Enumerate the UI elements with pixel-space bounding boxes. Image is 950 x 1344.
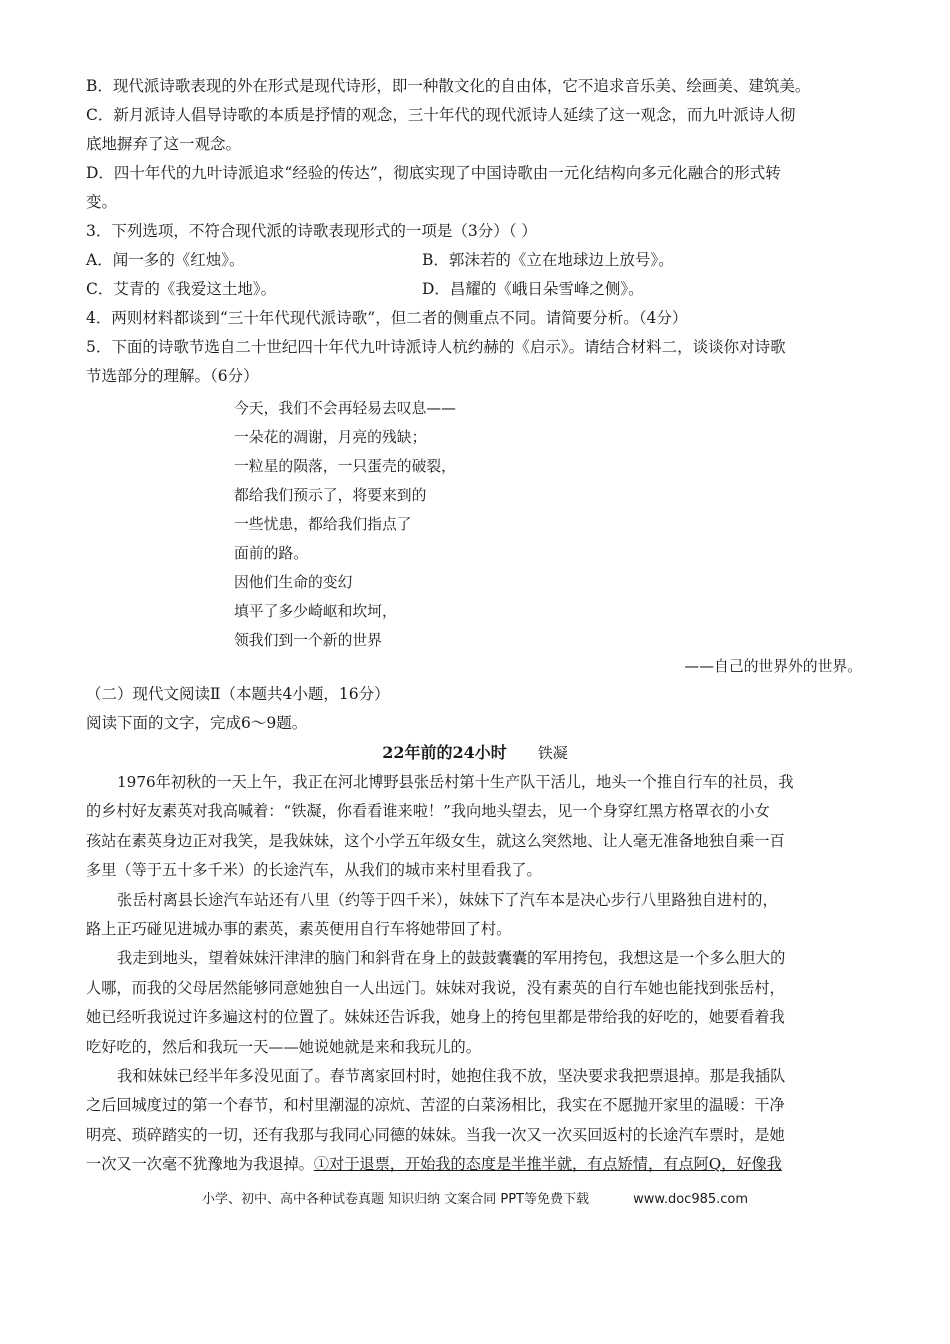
poem-line: 填平了多少崎岖和坎坷， bbox=[234, 603, 397, 620]
poem-line: 都给我们预示了，将要来到的 bbox=[234, 487, 427, 504]
story-line: 吃好吃的，然后和我玩一天——她说她就是来和我玩儿的。 bbox=[86, 1037, 481, 1056]
story-line: 明亮、琐碎踏实的一切，还有我那与我同心同德的妹妹。当我一次又一次买回返村的长途汽车票时，是她 bbox=[86, 1125, 785, 1144]
underlined-sentence-1: ①对于退票，开始我的态度是半推半就，有点矫情，有点阿Q，好像我 bbox=[313, 1155, 782, 1174]
story-line: 人哪，而我的父母居然能够同意她独自一人出远门。妹妹对我说，没有素英的自行车她也能找到张岳村， bbox=[86, 978, 785, 997]
story-line: 孩站在素英身边正对我笑，是我妹妹，这个小学五年级女生，就这么突然地、让人毫无准备地独自乘一百 bbox=[86, 831, 785, 850]
article-author: 铁凝 bbox=[537, 744, 568, 762]
article-title-line bbox=[0, 738, 950, 768]
poem-line: 一些忧患，都给我们指点了 bbox=[234, 516, 412, 533]
story-line: 1976年初秋的一天上午，我正在河北博野县张岳村第十生产队干活儿，地头一个推自行车的社员，我 bbox=[117, 773, 794, 791]
q3-stem: 3．下列选项，不符合现代派的诗歌表现形式的一项是（3分）（ ） bbox=[86, 222, 537, 240]
q3-option-a: A．闻一多的《红烛》。 bbox=[86, 251, 245, 269]
poem-line: 今天，我们不会再轻易去叹息—— bbox=[234, 400, 456, 417]
article-title: 22年前的24小时 bbox=[382, 743, 507, 762]
story-line: 她已经听我说过许多遍这村的位置了。妹妹还告诉我，她身上的挎包里都是带给我的好吃的，她要看着我 bbox=[86, 1008, 785, 1027]
story-line: 之后回城度过的第一个春节，和村里潮湿的凉炕、苦涩的白菜汤相比，我实在不愿抛开家里的温暖：干净 bbox=[86, 1096, 785, 1115]
poem-line: 面前的路。 bbox=[234, 545, 308, 562]
story-text: 一次又一次毫不犹豫地为我退掉。 bbox=[86, 1155, 314, 1174]
q2-option-d-line2: 变。 bbox=[86, 193, 118, 211]
q2-option-c-line2: 底地摒弃了这一观念。 bbox=[86, 135, 242, 153]
story-line: 路上正巧碰见进城办事的素英，素英便用自行车将她带回了村。 bbox=[86, 920, 512, 939]
footer-site: www.doc985.com bbox=[633, 1192, 749, 1207]
q4-stem: 4．两则材料都谈到“三十年代现代派诗歌”，但二者的侧重点不同。请简要分析。（4分） bbox=[86, 309, 688, 327]
q5-stem-line1: 5．下面的诗歌节选自二十世纪四十年代九叶诗派诗人杭约赫的《启示》。请结合材料二，谈谈你对诗歌 bbox=[86, 338, 786, 356]
story-line: 张岳村离县长途汽车站还有八里（约等于四千米），妹妹下了汽车本是决心步行八里路独自进村的， bbox=[117, 890, 778, 909]
poem-line: 领我们到一个新的世界 bbox=[234, 632, 382, 649]
story-line: 我走到地头，望着妹妹汗津津的脑门和斜背在身上的鼓鼓囊囊的军用挎包，我想这是一个多么胆大的 bbox=[117, 949, 786, 968]
q2-options-continued bbox=[86, 72, 866, 246]
q5-stem-line2: 节选部分的理解。（6分） bbox=[86, 367, 259, 385]
poem-excerpt bbox=[234, 394, 456, 655]
story-line: 我和妹妹已经半年多没见面了。春节离家回村时，她抱住我不放，坚决要求我把票退掉。那是我插队 bbox=[117, 1067, 786, 1086]
story-line: 多里（等于五十多千米）的长途汽车，从我们的城市来村里看我了。 bbox=[86, 861, 542, 880]
footer-text: 小学、初中、高中各种试卷真题 知识归纳 文案合同 PPT等免费下载 bbox=[201, 1192, 589, 1207]
story-line: 的乡村好友素英对我高喊着：“铁凝，你看看谁来啦！”我向地头望去，见一个身穿红黑方格罩衣的小女 bbox=[86, 802, 770, 821]
q4-q5 bbox=[86, 304, 866, 391]
q3-option-d: D．昌耀的《峨日朵雪峰之侧》。 bbox=[422, 280, 644, 298]
poem-line: 一朵花的凋谢，月亮的残缺； bbox=[234, 429, 427, 446]
poem-line: 因他们生命的变幻 bbox=[234, 574, 353, 591]
page-footer bbox=[0, 1188, 950, 1207]
q3-options bbox=[86, 246, 866, 304]
section2-heading: （二）现代文阅读Ⅱ（本题共4小题，16分） bbox=[86, 685, 390, 703]
q2-option-d-line1: D．四十年代的九叶诗派追求“经验的传达”，彻底实现了中国诗歌由一元化结构向多元化融合的形式转 bbox=[86, 164, 781, 182]
section2-instruction: 阅读下面的文字，完成6～9题。 bbox=[86, 714, 308, 732]
q2-option-c-line1: C．新月派诗人倡导诗歌的本质是抒情的观念，三十年代的现代派诗人延续了这一观念，而九叶派诗人彻 bbox=[86, 106, 796, 124]
story-line bbox=[86, 1150, 866, 1179]
q3-option-c: C．艾青的《我爱这土地》。 bbox=[86, 280, 277, 298]
q2-option-b: B．现代派诗歌表现的外在形式是现代诗形，即一种散文化的自由体，它不追求音乐美、绘画美、建筑美。 bbox=[86, 77, 811, 95]
story-body bbox=[86, 768, 866, 1180]
poem-last-line: ——自己的世界外的世界。 bbox=[684, 658, 862, 675]
q3-option-b: B．郭沫若的《立在地球边上放号》。 bbox=[422, 251, 674, 269]
poem-line: 一粒星的陨落，一只蛋壳的破裂， bbox=[234, 458, 456, 475]
section2-header bbox=[86, 680, 866, 738]
